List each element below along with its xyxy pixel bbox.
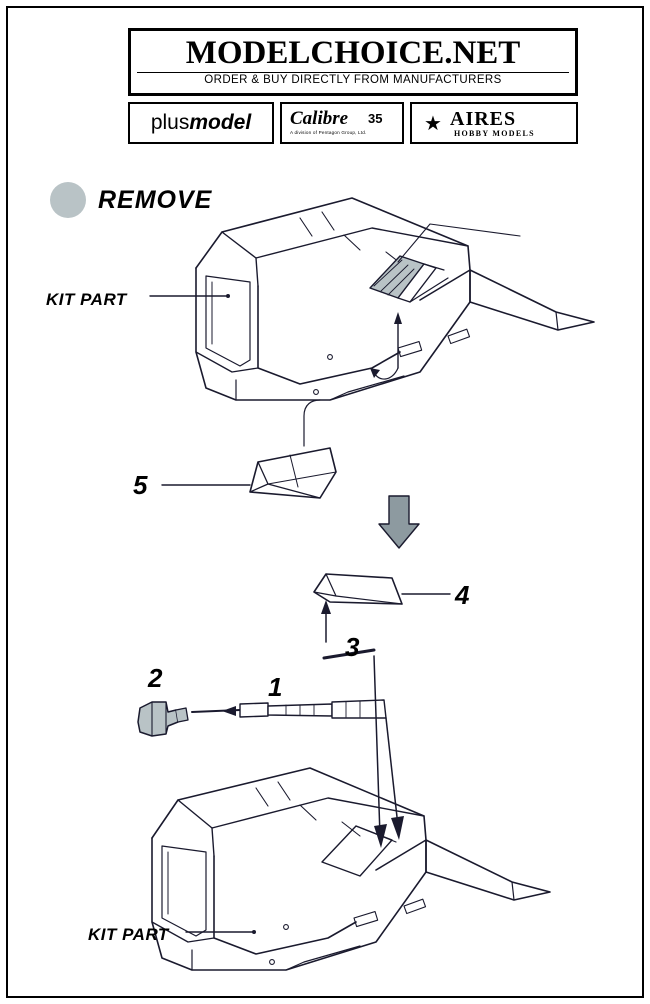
aires-wordmark: AIRES (450, 108, 517, 130)
part-1 (192, 700, 386, 718)
star-icon: ★ (424, 113, 442, 135)
brand-title: MODELCHOICE.NET (185, 35, 521, 71)
part-5 (250, 448, 336, 498)
part-number-4: 4 (455, 580, 470, 610)
insert-arrow-top (370, 312, 402, 379)
part-2 (138, 702, 188, 736)
part-number-2: 2 (148, 663, 163, 693)
plusmodel-word-model: model (189, 111, 252, 134)
plusmodel-word-plus: plus (150, 111, 190, 134)
calibre-scale: 35 (368, 111, 383, 126)
assembly-arrows-bottom (321, 600, 404, 848)
part-4 (314, 574, 402, 604)
fuselage-top (196, 198, 594, 400)
calibre-wordmark: Calibre (290, 108, 349, 129)
part-5-connector (304, 400, 320, 446)
kit-part-label-top: KIT PART (46, 290, 127, 309)
part-number-3: 3 (345, 632, 360, 662)
part-number-1: 1 (268, 672, 283, 702)
fuselage-bottom (152, 768, 550, 970)
calibre-subtitle: A division of Pentagon Group, Ltd. (290, 130, 367, 135)
kit-part-label-bottom: KIT PART (88, 925, 169, 944)
part-number-5: 5 (133, 470, 148, 500)
remove-panel-highlight (370, 256, 448, 302)
legend-label: REMOVE (98, 185, 213, 214)
aires-subtitle: HOBBY MODELS (454, 129, 535, 138)
brand-subtitle: ORDER & BUY DIRECTLY FROM MANUFACTURERS (204, 74, 502, 86)
kitpart-leader-bottom (186, 930, 256, 934)
kitpart-leader-top (150, 294, 230, 298)
flow-arrow-down (379, 496, 419, 548)
